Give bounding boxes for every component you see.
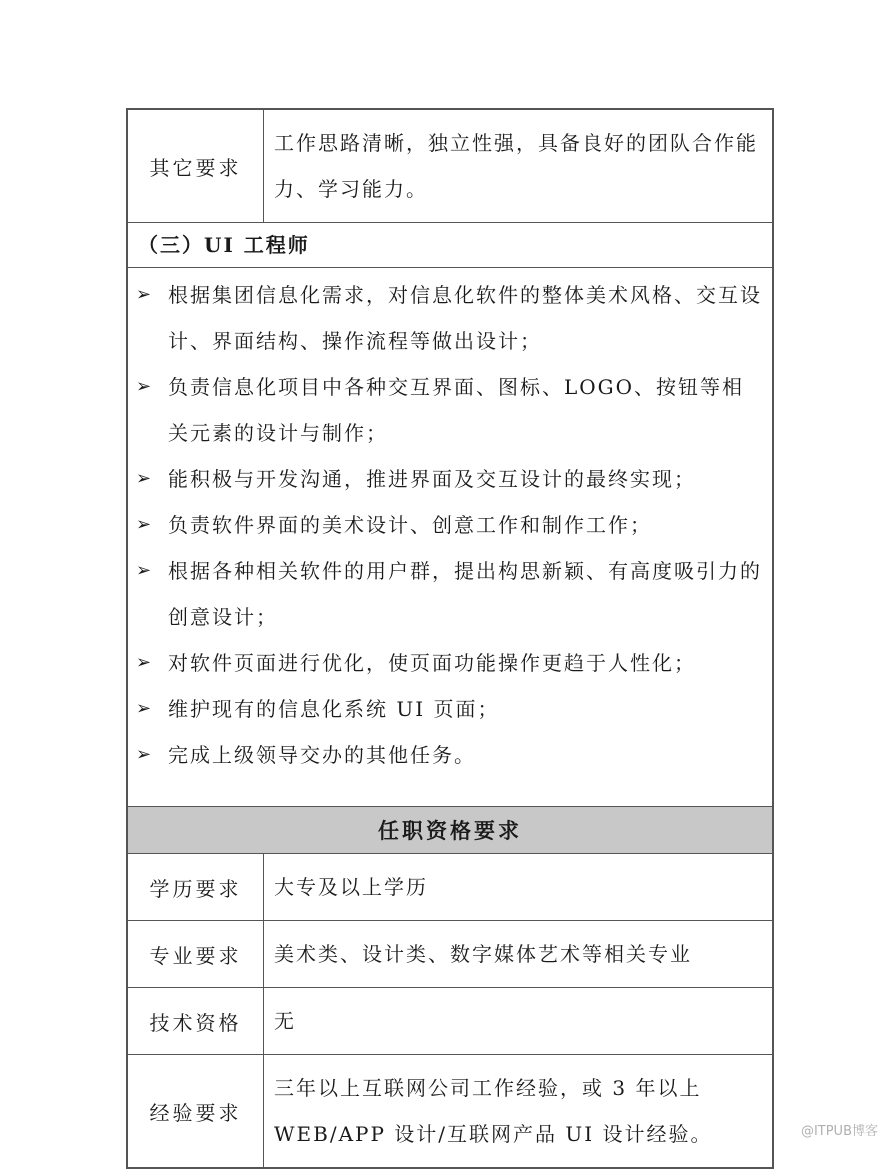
list-item: ➢ 对软件页面进行优化，使页面功能操作更趋于人性化； xyxy=(136,640,764,686)
other-requirements-text: 工作思路清晰，独立性强，具备良好的团队合作能力、学习能力。 xyxy=(274,131,758,201)
row-value: 美术类、设计类、数字媒体艺术等相关专业 xyxy=(274,942,692,966)
arrow-bullet-icon: ➢ xyxy=(136,744,154,765)
list-item: ➢ 完成上级领导交办的其他任务。 xyxy=(136,732,764,778)
arrow-bullet-icon: ➢ xyxy=(136,376,154,397)
row-label: 技术资格 xyxy=(128,988,264,1054)
qualifications-header: 任职资格要求 xyxy=(128,806,772,853)
row-label: 专业要求 xyxy=(128,921,264,987)
arrow-bullet-icon: ➢ xyxy=(136,652,154,673)
arrow-bullet-icon: ➢ xyxy=(136,560,154,581)
table-row xyxy=(128,920,772,987)
list-item: ➢ 能积极与开发沟通，推进界面及交互设计的最终实现； xyxy=(136,456,764,502)
duties-list xyxy=(128,268,772,806)
section-title: （三）UI 工程师 xyxy=(138,233,310,257)
row-value: 三年以上互联网公司工作经验，或 3 年以上 WEB/APP 设计/互联网产品 UI 设计经验。 xyxy=(274,1076,713,1146)
arrow-bullet-icon: ➢ xyxy=(136,698,154,719)
job-table xyxy=(126,108,774,1169)
table-row xyxy=(128,987,772,1054)
row-value: 无 xyxy=(274,1009,296,1033)
list-item: ➢ 根据集团信息化需求，对信息化软件的整体美术风格、交互设计、界面结构、操作流程等做出设计； xyxy=(136,272,764,364)
other-requirements-label: 其它要求 xyxy=(128,110,264,222)
list-item: ➢ 根据各种相关软件的用户群，提出构思新颖、有高度吸引力的创意设计； xyxy=(136,548,764,640)
table-row xyxy=(128,1054,772,1167)
row-label: 经验要求 xyxy=(128,1055,264,1167)
list-item: ➢ 维护现有的信息化系统 UI 页面； xyxy=(136,686,764,732)
duties-row xyxy=(128,267,772,806)
arrow-bullet-icon: ➢ xyxy=(136,514,154,535)
section-title-row xyxy=(128,222,772,267)
list-item: ➢ 负责信息化项目中各种交互界面、图标、LOGO、按钮等相关元素的设计与制作； xyxy=(136,364,764,456)
row-value: 大专及以上学历 xyxy=(274,875,428,899)
watermark: @ITPUB博客 xyxy=(800,1124,878,1139)
table-row xyxy=(128,853,772,920)
row-label: 学历要求 xyxy=(128,854,264,920)
other-requirements-row xyxy=(128,110,772,222)
list-item: ➢ 负责软件界面的美术设计、创意工作和制作工作； xyxy=(136,502,764,548)
arrow-bullet-icon: ➢ xyxy=(136,284,154,305)
arrow-bullet-icon: ➢ xyxy=(136,468,154,489)
